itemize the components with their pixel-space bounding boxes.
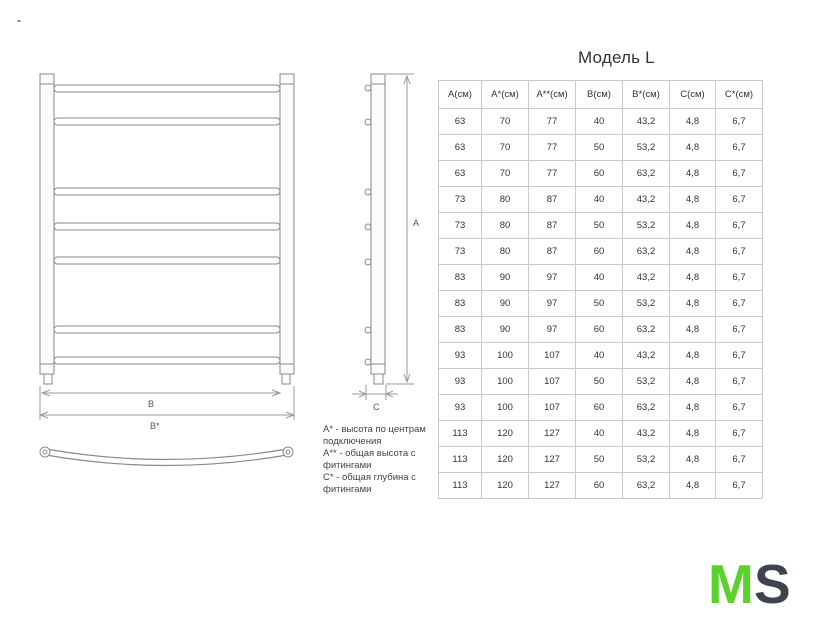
table-cell: 100 (482, 369, 529, 395)
table-row (439, 213, 763, 239)
table-cell: 6,7 (716, 265, 763, 291)
header-a-double-star: A**(см) (529, 81, 576, 109)
table-cell: 4,8 (670, 343, 716, 369)
table-cell: 50 (576, 369, 623, 395)
table-cell: 4,8 (670, 109, 716, 135)
table-cell: 73 (439, 239, 482, 265)
legend (323, 424, 441, 496)
table-cell: 63,2 (623, 473, 670, 499)
table-cell: 6,7 (716, 343, 763, 369)
table-row (439, 291, 763, 317)
table-cell: 63 (439, 135, 482, 161)
table-cell: 50 (576, 213, 623, 239)
table-row (439, 395, 763, 421)
label-a: A (413, 218, 420, 228)
legend-item: A** - общая высота с фитингами (323, 448, 416, 471)
logo-letter-m: M (708, 555, 754, 609)
table-cell: 73 (439, 213, 482, 239)
legend-item: C* - общая глубина с фитингами (323, 472, 416, 495)
side-rung-stubs (365, 85, 371, 365)
table-cell: 60 (576, 161, 623, 187)
table-cell: 80 (482, 213, 529, 239)
table-cell: 127 (529, 473, 576, 499)
table-cell: 40 (576, 187, 623, 213)
table-cell: 4,8 (670, 213, 716, 239)
table-cell: 6,7 (716, 109, 763, 135)
table-cell: 6,7 (716, 161, 763, 187)
table-cell: 40 (576, 421, 623, 447)
table-cell: 6,7 (716, 135, 763, 161)
table-cell: 83 (439, 291, 482, 317)
table-body (439, 109, 763, 499)
header-a-star: A*(см) (482, 81, 529, 109)
table-cell: 127 (529, 447, 576, 473)
rung (54, 326, 280, 333)
table-cell: 120 (482, 473, 529, 499)
table-cell: 107 (529, 369, 576, 395)
table-cell: 6,7 (716, 473, 763, 499)
table-cell: 87 (529, 187, 576, 213)
rung (54, 85, 280, 92)
dimensions-table (438, 80, 763, 499)
table-cell: 93 (439, 395, 482, 421)
table-cell: 100 (482, 343, 529, 369)
table-cell: 113 (439, 473, 482, 499)
table-cell: 50 (576, 135, 623, 161)
table-cell: 73 (439, 187, 482, 213)
table-cell: 63,2 (623, 161, 670, 187)
header-b: B(см) (576, 81, 623, 109)
table-cell: 63,2 (623, 395, 670, 421)
table-row (439, 317, 763, 343)
table-cell: 4,8 (670, 135, 716, 161)
table-cell: 70 (482, 135, 529, 161)
table-row (439, 161, 763, 187)
table-cell: 120 (482, 447, 529, 473)
ms-logo (708, 555, 798, 609)
rung (54, 188, 280, 195)
table-cell: 4,8 (670, 473, 716, 499)
header-c-star: C*(см) (716, 81, 763, 109)
table-cell: 4,8 (670, 395, 716, 421)
table-cell: 90 (482, 265, 529, 291)
table-cell: 70 (482, 109, 529, 135)
table-cell: 77 (529, 161, 576, 187)
table-cell: 4,8 (670, 421, 716, 447)
table-cell: 4,8 (670, 317, 716, 343)
table-row (439, 421, 763, 447)
table-cell: 97 (529, 291, 576, 317)
table-cell: 43,2 (623, 187, 670, 213)
left-post (40, 74, 54, 374)
table-cell: 90 (482, 317, 529, 343)
header-c: C(см) (670, 81, 716, 109)
table-cell: 107 (529, 343, 576, 369)
table-cell: 53,2 (623, 291, 670, 317)
table-cell: 6,7 (716, 447, 763, 473)
table-cell: 6,7 (716, 213, 763, 239)
table-cell: 43,2 (623, 265, 670, 291)
table-row (439, 473, 763, 499)
table-cell: 50 (576, 291, 623, 317)
table-cell: 6,7 (716, 239, 763, 265)
table-cell: 40 (576, 343, 623, 369)
table-cell: 127 (529, 421, 576, 447)
logo-letter-s: S (754, 555, 791, 609)
table-cell: 43,2 (623, 109, 670, 135)
table-cell: 43,2 (623, 421, 670, 447)
table-cell: 70 (482, 161, 529, 187)
table-cell: 63 (439, 161, 482, 187)
legend-item: A* - высота по центрам подключения (323, 424, 426, 447)
table-cell: 97 (529, 317, 576, 343)
table-cell: 80 (482, 187, 529, 213)
table-row (439, 265, 763, 291)
table-cell: 83 (439, 265, 482, 291)
label-b-star: B* (150, 421, 160, 431)
table-row (439, 109, 763, 135)
rungs (54, 85, 280, 364)
table-row (439, 447, 763, 473)
table-header-row (439, 81, 763, 109)
table-cell: 4,8 (670, 369, 716, 395)
table-row (439, 343, 763, 369)
table-cell: 50 (576, 447, 623, 473)
model-title: Модель L (578, 48, 655, 67)
table-cell: 120 (482, 421, 529, 447)
table-cell: 6,7 (716, 187, 763, 213)
table-cell: 53,2 (623, 369, 670, 395)
table-cell: 53,2 (623, 447, 670, 473)
table-cell: 4,8 (670, 187, 716, 213)
right-post (280, 74, 294, 374)
rung (54, 223, 280, 230)
table-cell: 4,8 (670, 161, 716, 187)
table-cell: 6,7 (716, 369, 763, 395)
top-view-bar (46, 449, 287, 460)
side-post (371, 74, 385, 374)
table-cell: 4,8 (670, 239, 716, 265)
table-cell: 4,8 (670, 447, 716, 473)
table-cell: 87 (529, 239, 576, 265)
rung (54, 357, 280, 364)
table-cell: 80 (482, 239, 529, 265)
table-cell: 53,2 (623, 135, 670, 161)
table-cell: 4,8 (670, 291, 716, 317)
table-row (439, 187, 763, 213)
table-cell: 6,7 (716, 317, 763, 343)
table-cell: 63,2 (623, 317, 670, 343)
table-cell: 63 (439, 109, 482, 135)
table-cell: 87 (529, 213, 576, 239)
header-b-star: B*(см) (623, 81, 670, 109)
table-cell: 97 (529, 265, 576, 291)
table-cell: 63,2 (623, 239, 670, 265)
table-row (439, 239, 763, 265)
rung (54, 257, 280, 264)
table-cell: 6,7 (716, 291, 763, 317)
table-cell: 83 (439, 317, 482, 343)
table-cell: 93 (439, 369, 482, 395)
table-cell: 40 (576, 109, 623, 135)
header-a: A(см) (439, 81, 482, 109)
table-cell: 43,2 (623, 343, 670, 369)
table-cell: 60 (576, 239, 623, 265)
table-cell: 60 (576, 317, 623, 343)
table-cell: 93 (439, 343, 482, 369)
table-cell: 6,7 (716, 421, 763, 447)
table-cell: 113 (439, 447, 482, 473)
table-cell: 40 (576, 265, 623, 291)
table-row (439, 135, 763, 161)
table-cell: 60 (576, 395, 623, 421)
table-cell: 113 (439, 421, 482, 447)
table-cell: 6,7 (716, 395, 763, 421)
table-cell: 53,2 (623, 213, 670, 239)
table-cell: 60 (576, 473, 623, 499)
table-cell: 90 (482, 291, 529, 317)
table-row (439, 369, 763, 395)
table-cell: 4,8 (670, 265, 716, 291)
table-cell: 107 (529, 395, 576, 421)
table-cell: 77 (529, 135, 576, 161)
label-b: B (148, 399, 155, 409)
table-cell: 77 (529, 109, 576, 135)
corner-mark: - (17, 13, 21, 27)
table-cell: 100 (482, 395, 529, 421)
rung (54, 118, 280, 125)
label-c: C (373, 402, 380, 412)
